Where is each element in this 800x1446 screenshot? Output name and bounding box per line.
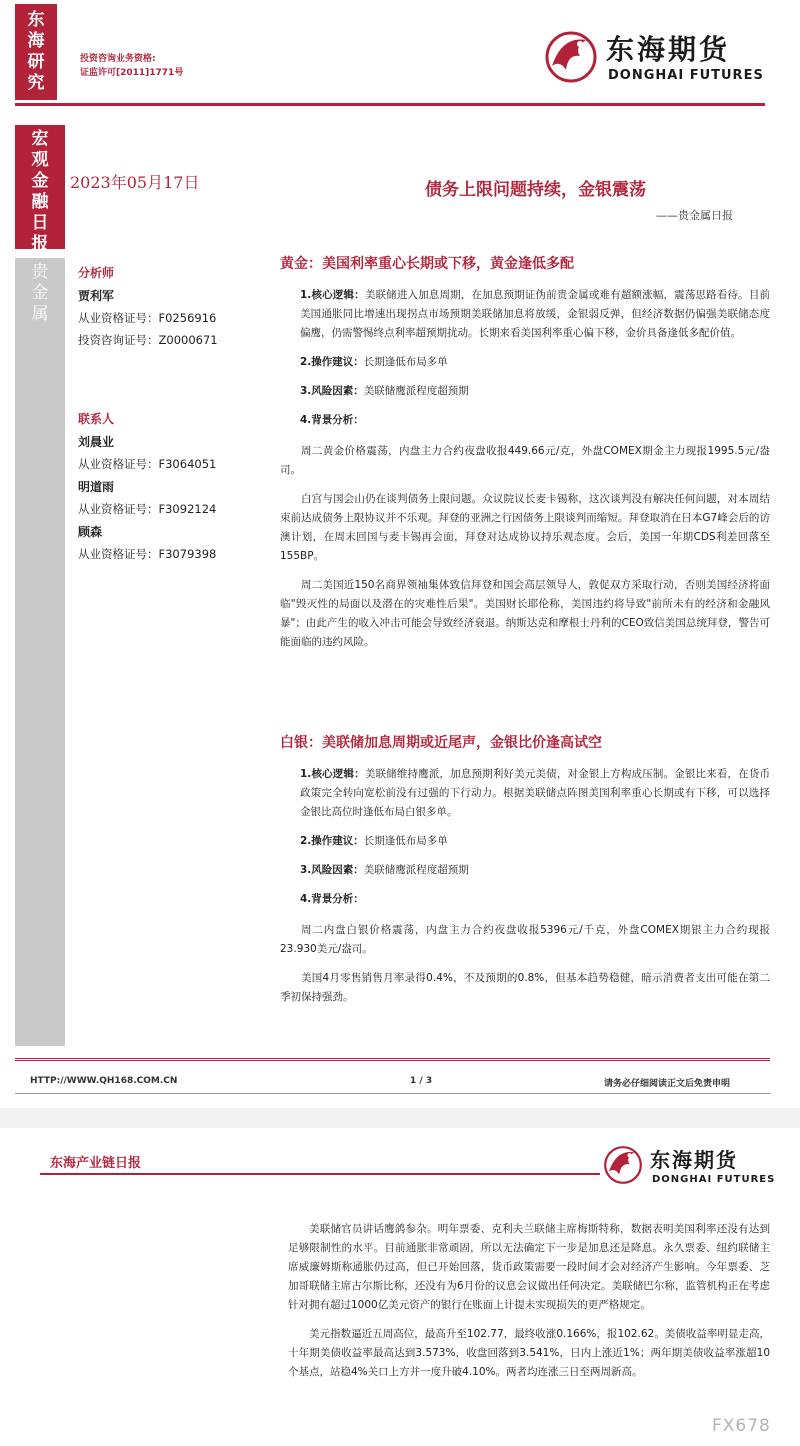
company-logo: [540, 24, 780, 92]
page2-body: [288, 1220, 770, 1382]
logo-chinese: 东海期货: [650, 1148, 738, 1172]
gold-operation: [280, 353, 770, 372]
analyst-name: 贾利军: [78, 289, 115, 303]
page-number: 1 / 3: [410, 1076, 433, 1086]
contact-name: 刘晨业: [78, 435, 115, 449]
gold-paragraph: 周二美国近150名商界领袖集体致信拜登和国会高层领导人，敦促双方采取行动，否则美国经济将面临"毁灭性的局面以及潜在的灾难性后果"。美国财长耶伦称，美国违约将导致"前所未有的经济和金融风暴"；由此产生的收入冲击可能会导致经济衰退。纳斯达克和摩根士丹利的CEO致信美国总统拜登，警告可能面临的违约风险。: [280, 579, 770, 648]
qualification: [80, 52, 300, 80]
contact-cert: 从业资格证号：F3064051: [78, 457, 217, 471]
report-title: 债务上限问题持续，金银震荡: [425, 180, 646, 200]
silver-core-text: 美联储维持鹰派，加息预期利好美元美债，对金银上方构成压制。金银比来看，在货币政策完全转向宽松前没有过强的下行动力。根据美联储点阵图美国利率重心长期或有下移，可以选择金银比高位时逢低布局白银多单。: [300, 768, 771, 818]
page2-paragraph: 美联储官员讲话鹰鸽参杂。明年票委、克利夫兰联储主席梅斯特称，数据表明美国利率还没有达到足够限制性的水平。目前通胀非常顽固，所以无法确定下一步是加息还是降息。永久票委、纽约联储主席威廉姆斯称通胀仍过高，但已开始回落，货币政策需要一段时间才会对经济产生影响。今年票委、芝加哥联储主席古尔斯比称，还没有为6月份的议息会议做出任何决定。美联储巴尔称，监管机构正在考虑针对拥有超过1000亿美元资产的银行在账面上计提未实现损失的更严格规定。: [288, 1223, 770, 1311]
silver-heading: 白银：美联储加息周期或近尾声，金银比价逢高试空: [280, 735, 602, 751]
analyst-cert: 从业资格证号：F0256916: [78, 311, 217, 325]
silver-core-logic: [280, 765, 770, 822]
page2-logo: [600, 1138, 780, 1194]
sidebar: [78, 264, 258, 562]
precious-metal-text: 贵金属: [31, 262, 49, 324]
gold-op-label: 2.操作建议：: [300, 356, 364, 368]
silver-bg-label: 4.背景分析：: [300, 893, 364, 905]
silver-paragraph: 美国4月零售销售月率录得0.4%，不及预期的0.8%，但基本趋势稳健，暗示消费者支出可能在第二季初保持强劲。: [280, 972, 770, 1003]
gold-background-label: [280, 411, 770, 430]
macro-finance-label: [15, 125, 65, 254]
dragon-logo-icon: [540, 26, 602, 88]
gold-paragraph: 白宫与国会山仍在谈判债务上限问题。众议院议长麦卡锡称，这次谈判没有解决任何问题，对本周结束前达成债务上限协议并不乐观。拜登的亚洲之行因债务上限谈判而缩短。拜登取消在日本G7峰会后的访澳计划，在周末回国与麦卡锡再会面，拜登对达成协议持乐观态度。会后，美国一年期CDS利差回落至155BP。: [280, 493, 770, 562]
macro-finance-text: 宏观金融日报: [31, 129, 49, 254]
footer-bottom-rule: [15, 1093, 770, 1094]
gold-paragraph: 周二黄金价格震荡，内盘主力合约夜盘收报449.66元/克，外盘COMEX期金主力现报1995.5元/盎司。: [280, 445, 770, 476]
logo-chinese: 东海期货: [606, 33, 731, 66]
silver-risk: [280, 861, 770, 880]
gold-risk-text: 美联储鹰派程度超预期: [363, 385, 469, 397]
analyst-advisory-cert: 投资咨询证号：Z0000671: [78, 333, 218, 347]
report-subtitle: ——贵金属日报: [656, 209, 733, 222]
qualification-line2: 证监许可[2011]1771号: [80, 68, 184, 78]
footer-top-rule: [15, 1058, 770, 1061]
silver-core-label: 1.核心逻辑：: [300, 768, 365, 780]
qualification-line1: 投资咨询业务资格:: [80, 54, 156, 64]
logo-english: DONGHAI FUTURES: [652, 1174, 776, 1185]
report-date: 2023年05月17日: [70, 173, 200, 192]
contact-cert: 从业资格证号：F3079398: [78, 547, 217, 561]
gold-core-logic: [280, 286, 770, 343]
contact-name: 顾森: [78, 525, 103, 539]
silver-op-label: 2.操作建议：: [300, 835, 364, 847]
research-brand-text: 东海研究: [27, 10, 45, 93]
page2-header-title: 东海产业链日报: [50, 1156, 142, 1171]
silver-section: [280, 765, 770, 1007]
gold-op-text: 长期逢低布局多单: [363, 356, 448, 368]
research-brand-box: [15, 4, 57, 100]
silver-background-label: [280, 890, 770, 909]
contact-heading: 联系人: [78, 412, 115, 426]
footer-disclaimer: 请务必仔细阅读正文后免责申明: [604, 1079, 731, 1089]
silver-risk-label: 3.风险因素：: [300, 864, 364, 876]
gold-core-text: 美联储进入加息周期，在加息预期证伪前贵金属或难有超额涨幅，震荡思路看待。目前美国通胀同比增速出现拐点市场预期美联储加息将放缓，金银弱反弹，但经济数据仍偏强美联储态度偏鹰，仍需警惕终点利率超预期扰动。长期来看美国利率重心偏下移，金价具备逢低多配价值。: [300, 289, 771, 339]
gold-risk: [280, 382, 770, 401]
gold-risk-label: 3.风险因素：: [300, 385, 364, 397]
dragon-logo-icon: [600, 1142, 646, 1188]
silver-risk-text: 美联储鹰派程度超预期: [363, 864, 469, 876]
watermark: FX678: [712, 1416, 771, 1436]
silver-operation: [280, 832, 770, 851]
gold-core-label: 1.核心逻辑：: [300, 289, 365, 301]
page-gap: [0, 1108, 800, 1128]
silver-op-text: 长期逢低布局多单: [363, 835, 448, 847]
page2-paragraph: 美元指数逼近五周高位，最高升至102.77，最终收涨0.166%，报102.62。美债收益率明显走高，十年期美债收益率最高达到3.573%，收盘回落到3.541%，日内上涨近1%；两年期美债收益率涨超10个基点，站稳4%关口上方并一度升破4.10%。两者均连涨三日至两周新高。: [288, 1328, 770, 1378]
footer-url[interactable]: HTTP://WWW.QH168.COM.CN: [30, 1076, 178, 1086]
gold-heading: 黄金：美国利率重心长期或下移，黄金逢低多配: [280, 256, 574, 272]
gold-section: [280, 286, 770, 652]
gold-bg-label: 4.背景分析：: [300, 414, 364, 426]
logo-english: DONGHAI FUTURES: [608, 68, 764, 83]
page2-header-divider: [40, 1173, 600, 1175]
contact-cert: 从业资格证号：F3092124: [78, 502, 217, 516]
silver-paragraph: 周二内盘白银价格震荡，内盘主力合约夜盘收报5396元/千克，外盘COMEX期银主力合约现报23.930美元/盎司。: [280, 924, 770, 955]
precious-metal-label: [15, 258, 65, 1046]
contact-name: 明道雨: [78, 480, 115, 494]
header-divider: [15, 103, 765, 106]
analyst-heading: 分析师: [78, 266, 115, 280]
